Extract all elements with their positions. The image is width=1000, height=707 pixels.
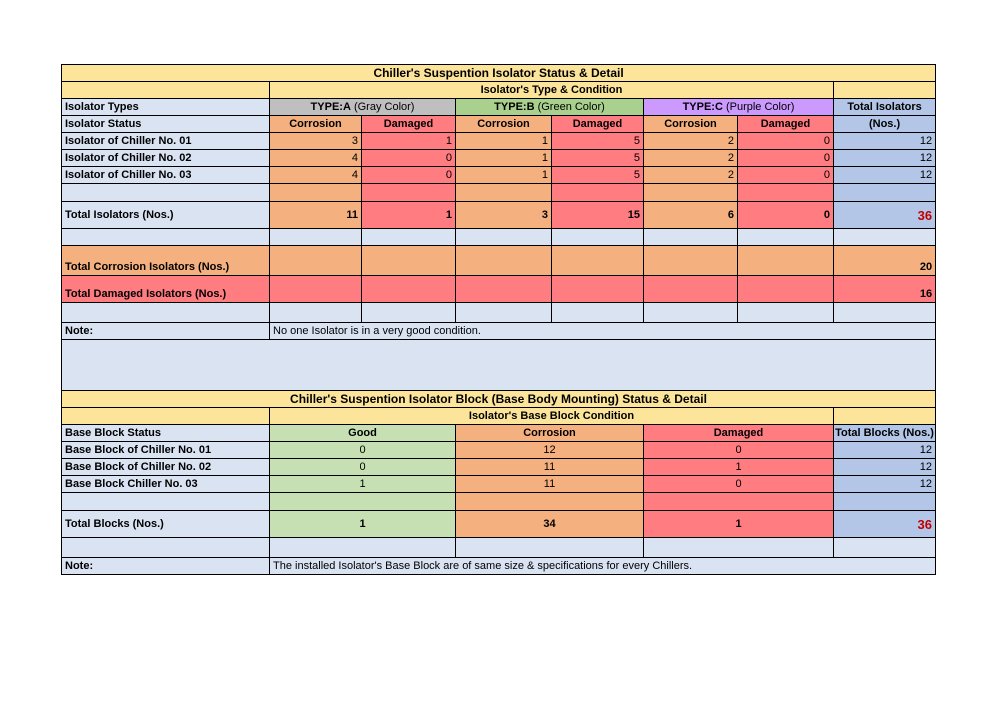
grand-total-blocks: 36 [834,511,936,538]
base-block-title-row [62,391,936,408]
empty-cell [834,82,936,99]
type-c-header [644,99,834,116]
type-a-corrosion-total: 11 [270,202,362,229]
empty-cell [552,229,644,246]
empty-cell [552,303,644,323]
empty-cell [834,184,936,202]
note-row [62,558,936,575]
type-c-corrosion-total: 6 [644,202,738,229]
type-c-corrosion-cell: 2 [644,150,738,167]
empty-cell [62,229,270,246]
isolator-subtitle-row [62,82,936,99]
corrosion-cell: 12 [456,442,644,459]
empty-cell [552,246,644,276]
empty-cell [644,303,738,323]
isolator-types-row [62,99,936,116]
table-row [62,476,936,493]
empty-cell [62,82,270,99]
empty-row [62,184,936,202]
empty-cell [362,303,456,323]
empty-cell [644,229,738,246]
type-b-corrosion-total: 3 [456,202,552,229]
good-total: 1 [270,511,456,538]
empty-cell [738,229,834,246]
type-b-color: (Green Color) [534,100,605,113]
empty-row [62,493,936,511]
row-label: Base Block of Chiller No. 02 [62,459,270,476]
note-text: The installed Isolator's Base Block are of same size & specifications for every Chillers. [270,558,936,575]
empty-cell [270,538,456,558]
damaged-cell: 1 [644,459,834,476]
isolator-status-table [61,64,936,391]
isolator-table-title: Chiller's Suspention Isolator Status & Detail [62,65,936,82]
total-damaged-row [62,276,936,303]
empty-cell [62,493,270,511]
good-cell: 1 [270,476,456,493]
corrosion-cell: 11 [456,476,644,493]
empty-cell [552,276,644,303]
type-c-code: TYPE:C [682,100,723,113]
grand-total-isolators: 36 [834,202,936,229]
isolator-title-row [62,65,936,82]
good-cell: 0 [270,459,456,476]
type-b-corrosion-cell: 1 [456,150,552,167]
type-a-corrosion-cell: 4 [270,150,362,167]
empty-cell [362,184,456,202]
corrosion-cell: 11 [456,459,644,476]
empty-cell [456,276,552,303]
total-isolators-header-1: Total Isolators [834,99,936,116]
type-a-color: (Gray Color) [350,100,415,113]
type-a-code: TYPE:A [310,100,351,113]
corrosion-total: 34 [456,511,644,538]
note-label: Note: [62,558,270,575]
totals-row [62,511,936,538]
row-label: Base Block Chiller No. 03 [62,476,270,493]
spacer-row [62,340,936,391]
empty-cell [456,493,644,511]
isolator-types-label: Isolator Types [62,99,270,116]
base-block-table-subtitle: Isolator's Base Block Condition [270,408,834,425]
empty-row [62,303,936,323]
empty-cell [834,408,936,425]
empty-cell [362,276,456,303]
isolator-status-label: Isolator Status [62,116,270,133]
type-a-damaged-total: 1 [362,202,456,229]
empty-cell [738,303,834,323]
type-b-corrosion-header: Corrosion [456,116,552,133]
type-a-corrosion-header: Corrosion [270,116,362,133]
total-damaged-label: Total Damaged Isolators (Nos.) [62,276,270,303]
base-block-header-row [62,425,936,442]
empty-cell [270,493,456,511]
damaged-cell: 0 [644,442,834,459]
type-a-header [270,99,456,116]
table-row [62,150,936,167]
row-label: Base Block of Chiller No. 01 [62,442,270,459]
row-total-cell: 12 [834,442,936,459]
empty-cell [270,303,362,323]
empty-cell [456,246,552,276]
empty-cell [834,493,936,511]
note-text: No one Isolator is in a very good condition. [270,323,936,340]
type-a-damaged-cell: 0 [362,150,456,167]
table-row [62,133,936,150]
isolator-status-row [62,116,936,133]
empty-cell [270,184,362,202]
row-label: Isolator of Chiller No. 02 [62,150,270,167]
table-row [62,167,936,184]
type-a-damaged-header: Damaged [362,116,456,133]
empty-cell [362,246,456,276]
empty-cell [738,276,834,303]
empty-cell [270,246,362,276]
damaged-header: Damaged [644,425,834,442]
type-c-damaged-cell: 0 [738,167,834,184]
total-isolators-header-2: (Nos.) [834,116,936,133]
type-c-damaged-total: 0 [738,202,834,229]
empty-cell [834,229,936,246]
type-b-damaged-header: Damaged [552,116,644,133]
empty-cell [270,229,362,246]
totals-label: Total Blocks (Nos.) [62,511,270,538]
row-total-cell: 12 [834,167,936,184]
isolator-table-subtitle: Isolator's Type & Condition [270,82,834,99]
type-b-damaged-cell: 5 [552,167,644,184]
base-block-status-label: Base Block Status [62,425,270,442]
empty-cell [62,303,270,323]
row-label: Isolator of Chiller No. 01 [62,133,270,150]
empty-cell [62,408,270,425]
row-label: Isolator of Chiller No. 03 [62,167,270,184]
table-row [62,442,936,459]
totals-label: Total Isolators (Nos.) [62,202,270,229]
empty-cell [456,303,552,323]
total-corrosion-value: 20 [834,246,936,276]
damaged-total: 1 [644,511,834,538]
type-c-corrosion-cell: 2 [644,167,738,184]
base-block-subtitle-row [62,408,936,425]
empty-cell [644,184,738,202]
empty-cell [62,340,936,391]
base-block-status-table [61,390,936,575]
type-a-corrosion-cell: 3 [270,133,362,150]
table-row [62,459,936,476]
spreadsheet [61,64,935,575]
total-corrosion-label: Total Corrosion Isolators (Nos.) [62,246,270,276]
empty-cell [834,538,936,558]
row-total-cell: 12 [834,133,936,150]
note-label: Note: [62,323,270,340]
total-blocks-header: Total Blocks (Nos.) [834,425,936,442]
empty-cell [552,184,644,202]
empty-cell [456,184,552,202]
type-a-corrosion-cell: 4 [270,167,362,184]
type-a-damaged-cell: 0 [362,167,456,184]
empty-cell [738,184,834,202]
type-b-damaged-total: 15 [552,202,644,229]
total-damaged-value: 16 [834,276,936,303]
base-block-table-title: Chiller's Suspention Isolator Block (Base Body Mounting) Status & Detail [62,391,936,408]
type-c-corrosion-header: Corrosion [644,116,738,133]
empty-cell [738,246,834,276]
row-total-cell: 12 [834,459,936,476]
note-row [62,323,936,340]
empty-cell [362,229,456,246]
empty-cell [644,493,834,511]
type-b-corrosion-cell: 1 [456,167,552,184]
type-c-damaged-header: Damaged [738,116,834,133]
good-header: Good [270,425,456,442]
corrosion-header: Corrosion [456,425,644,442]
type-c-damaged-cell: 0 [738,133,834,150]
type-b-corrosion-cell: 1 [456,133,552,150]
empty-cell [62,538,270,558]
type-b-damaged-cell: 5 [552,133,644,150]
good-cell: 0 [270,442,456,459]
type-b-header [456,99,644,116]
type-b-code: TYPE:B [494,100,535,113]
empty-row [62,538,936,558]
row-total-cell: 12 [834,150,936,167]
empty-row [62,229,936,246]
type-a-damaged-cell: 1 [362,133,456,150]
empty-cell [834,303,936,323]
totals-row [62,202,936,229]
empty-cell [270,276,362,303]
type-c-color: (Purple Color) [722,100,795,113]
empty-cell [644,276,738,303]
total-corrosion-row [62,246,936,276]
type-c-corrosion-cell: 2 [644,133,738,150]
empty-cell [456,229,552,246]
empty-cell [644,538,834,558]
empty-cell [62,184,270,202]
row-total-cell: 12 [834,476,936,493]
empty-cell [644,246,738,276]
empty-cell [456,538,644,558]
type-c-damaged-cell: 0 [738,150,834,167]
type-b-damaged-cell: 5 [552,150,644,167]
damaged-cell: 0 [644,476,834,493]
